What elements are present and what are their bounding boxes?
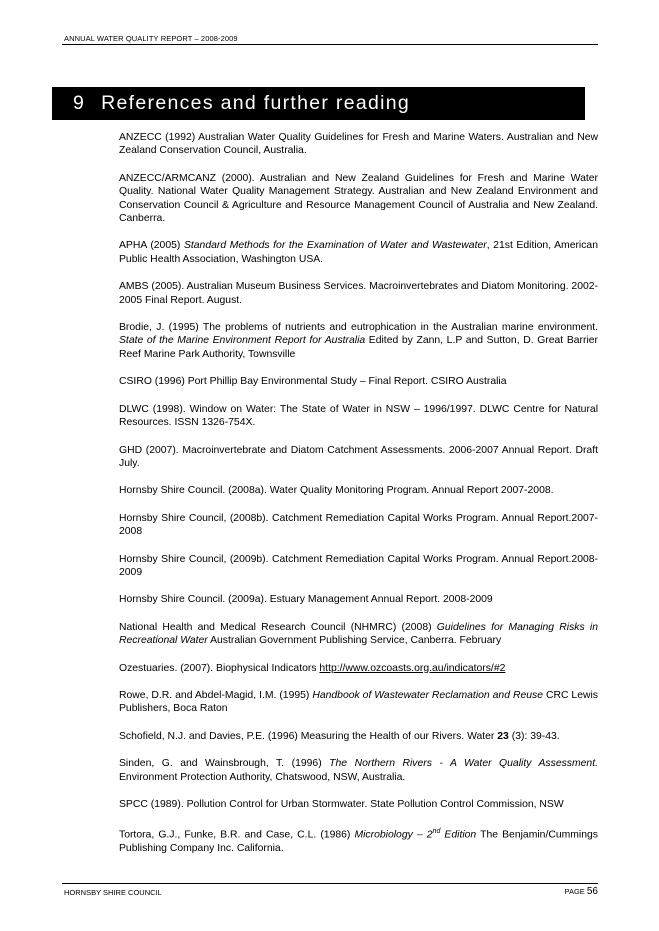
reference-entry xyxy=(119,512,598,539)
reference-text: SPCC (1989). Pollution Control for Urban Stormwater. State Pollution Control Commission, NSW xyxy=(119,799,564,810)
reference-entry xyxy=(119,172,598,226)
reference-text: Hornsby Shire Council, (2008b). Catchment Remediation Capital Works Program. Annual Report.2007-2008 xyxy=(119,512,598,538)
reference-text: Handbook of Wastewater Reclamation and Reuse xyxy=(312,689,543,701)
reference-text: Hornsby Shire Council. (2009a). Estuary Management Annual Report. 2008-2009 xyxy=(119,594,493,606)
running-header: ANNUAL WATER QUALITY REPORT – 2008-2009 xyxy=(64,34,238,43)
reference-text: Rowe, D.R. and Abdel-Magid, I.M. (1995) xyxy=(119,689,313,701)
reference-text: 23 xyxy=(497,730,509,742)
reference-text: Environment Protection Authority, Chatswood, NSW, Australia. xyxy=(119,771,406,783)
reference-entry xyxy=(119,825,598,855)
reference-text: Standard Methods for the Examination of Water and Wastewater xyxy=(183,240,487,252)
reference-entry xyxy=(119,593,598,606)
reference-entry xyxy=(119,375,598,388)
reference-text: Hornsby Shire Council, (2009b). Catchment Remediation Capital Works Program. Annual Report.2008-2009 xyxy=(119,553,598,578)
reference-entry xyxy=(119,621,598,648)
reference-text: Guidelines for Managing Risks in Recreational Water xyxy=(119,621,598,647)
reference-text: APHA (2005) xyxy=(119,240,184,252)
reference-text: nd xyxy=(432,828,441,836)
reference-text: Brodie, J. (1995) The problems of nutrients and eutrophication in the Australian marine environment. xyxy=(119,322,598,334)
page-number xyxy=(565,886,599,897)
section-heading xyxy=(52,87,585,120)
reference-text: Tortora, G.J., Funke, B.R. and Case, C.L. (1986) xyxy=(119,829,355,841)
reference-text: (3): 39-43. xyxy=(508,730,560,742)
reference-text: AMBS (2005). Australian Museum Business Services. Macroinvertebrates and Diatom Monitoring. 2002-2005 Final Report. August. xyxy=(119,281,598,306)
reference-entry xyxy=(119,239,598,266)
section-number: 9 xyxy=(73,92,86,114)
reference-text: Edition xyxy=(440,829,477,841)
reference-entry xyxy=(119,403,598,430)
reference-text: State of the Marine Environment Report for Australia xyxy=(119,335,366,347)
reference-entry xyxy=(119,689,598,716)
reference-entry xyxy=(119,553,598,580)
reference-entry xyxy=(119,484,598,497)
page-number-value: 56 xyxy=(586,886,598,897)
reference-text: , 21st Edition, American Public Health Association, Washington USA. xyxy=(119,240,598,265)
reference-entry xyxy=(119,798,598,811)
page-label: PAGE xyxy=(564,887,587,896)
reference-text: National Health and Medical Research Council (NHMRC) (2008) xyxy=(119,621,437,633)
reference-text: GHD (2007). Macroinvertebrate and Diatom Catchment Assessments. 2006-2007 Annual Report. Draft July. xyxy=(119,444,598,469)
reference-text: The Northern Rivers - A Water Quality Assessment. xyxy=(329,758,598,770)
reference-entry xyxy=(119,131,598,158)
header-divider xyxy=(62,44,598,45)
reference-text: DLWC (1998). Window on Water: The State of Water in NSW – 1996/1997. DLWC Centre for Natural Resources. ISSN 1326-754X. xyxy=(119,403,598,429)
reference-entry xyxy=(119,444,598,471)
reference-text: Edited by Zann, L.P and Sutton, D. Great Barrier Reef Marine Park Authority, Townsville xyxy=(119,335,598,360)
reference-text: The Benjamin/Cummings Publishing Company Inc. California. xyxy=(119,829,598,855)
reference-text: Sinden, G. and Wainsbrough, T. (1996) xyxy=(119,758,330,770)
reference-text: Microbiology – 2 xyxy=(354,829,433,841)
reference-text: CSIRO (1996) Port Phillip Bay Environmental Study – Final Report. CSIRO Australia xyxy=(119,376,507,388)
section-title: References and further reading xyxy=(101,92,411,114)
reference-entry xyxy=(119,662,598,675)
reference-entry xyxy=(119,757,598,784)
reference-entry xyxy=(119,280,598,307)
reference-entry xyxy=(119,730,598,743)
reference-text: Schofield, N.J. and Davies, P.E. (1996) Measuring the Health of our Rivers. Water xyxy=(119,730,498,742)
reference-text: Ozestuaries. (2007). Biophysical Indicators xyxy=(119,662,320,674)
reference-entry xyxy=(119,321,598,361)
reference-text: Australian Government Publishing Service, Canberra. February xyxy=(207,635,502,647)
reference-list xyxy=(119,131,598,870)
reference-text: Hornsby Shire Council. (2008a). Water Quality Monitoring Program. Annual Report 2007-2008. xyxy=(119,485,554,497)
footer-organization: HORNSBY SHIRE COUNCIL xyxy=(64,888,162,897)
reference-text: CRC Lewis Publishers, Boca Raton xyxy=(119,689,598,715)
reference-text: ANZECC (1992) Australian Water Quality Guidelines for Fresh and Marine Waters. Australian and New Zealand Conservation Council, Australia. xyxy=(119,132,598,157)
footer-divider xyxy=(62,883,598,884)
reference-link[interactable]: http://www.ozcoasts.org.au/indicators/#2 xyxy=(319,662,506,674)
reference-text: ANZECC/ARMCANZ (2000). Australian and New Zealand Guidelines for Fresh and Marine Water Quality. National Water Quality Management Strategy. Australian and New Zealand Environment and Conservation Council & Agriculture and Resource Management Council of Australia and New Zealand. Canberra. xyxy=(119,172,598,225)
